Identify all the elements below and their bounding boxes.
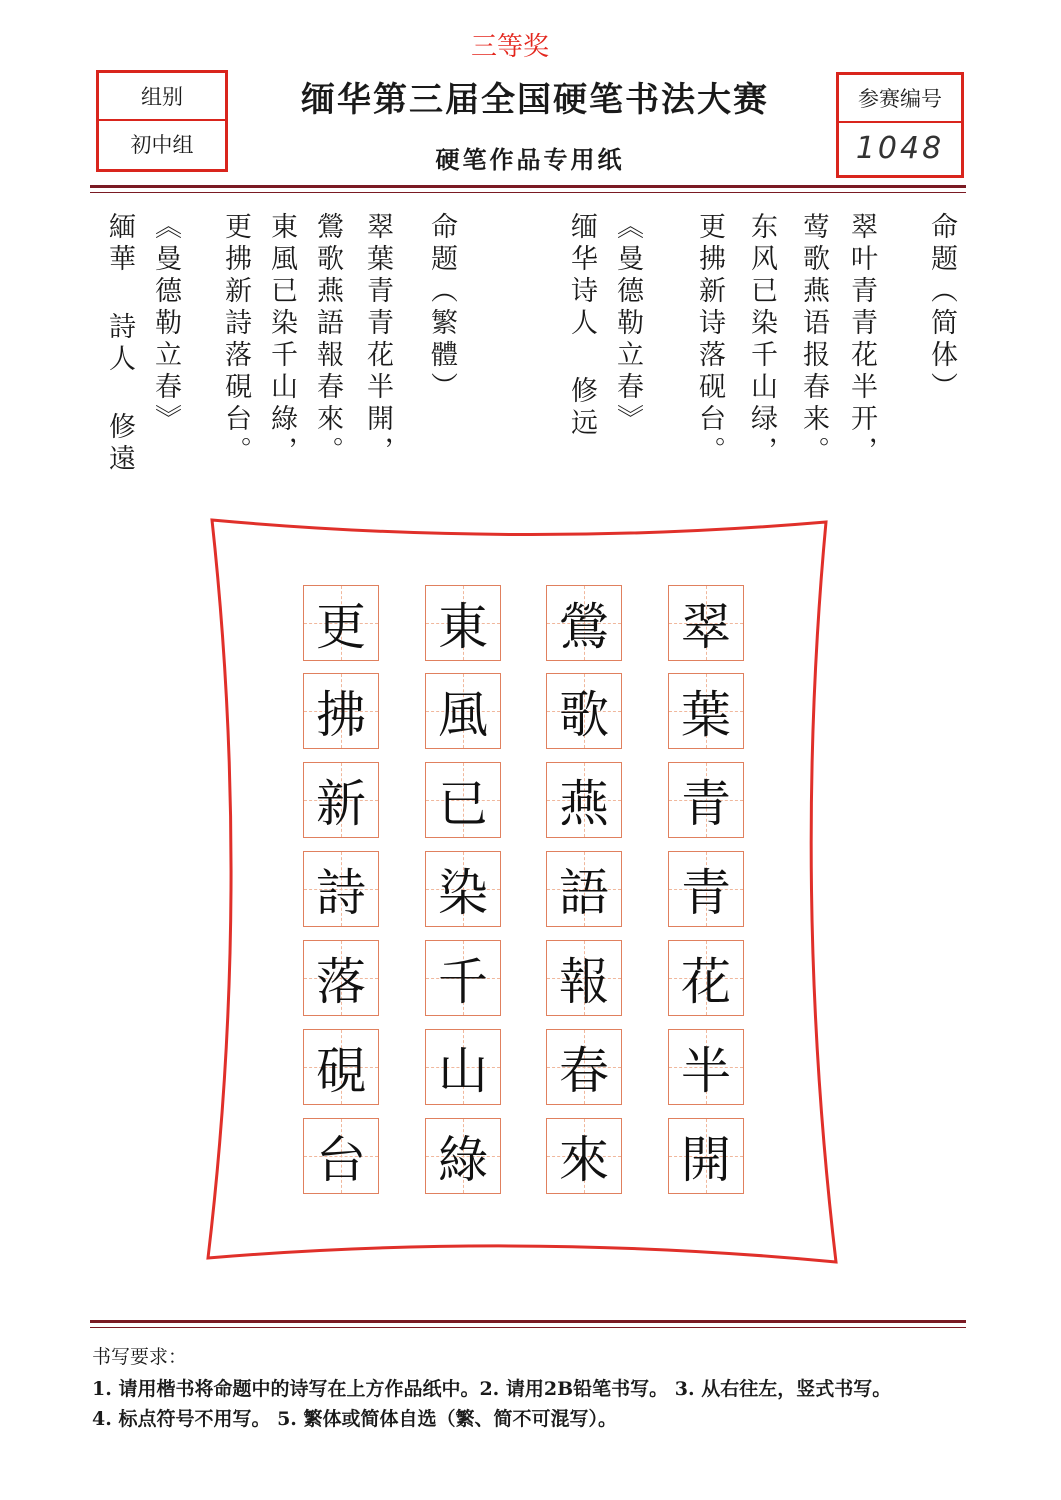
grid-character: 綠 [438,1131,488,1189]
grid-character: 葉 [681,686,731,744]
grid-character: 千 [438,953,488,1011]
simplified-line-4: 更拂新诗落砚台。 [694,212,725,468]
grid-cell [303,940,379,1016]
grid-cell [303,673,379,749]
group-value: 初中组 [99,119,225,167]
grid-cell [668,762,744,838]
traditional-heading: 命题（繁體） [426,212,457,404]
grid-cell [425,762,501,838]
group-label: 组别 [141,85,183,109]
footer-rule-thin [90,1327,966,1328]
grid-character: 鶯 [559,598,609,656]
traditional-line-3: 東風已染千山綠， [266,212,297,468]
traditional-line-1: 翠葉青青花半開， [362,212,393,468]
grid-cell [546,762,622,838]
grid-character: 新 [316,775,366,833]
traditional-poem-title: 《曼德勒立春》 [150,212,181,436]
grid-cell [668,673,744,749]
grid-character: 春 [559,1042,609,1100]
grid-cell [425,1029,501,1105]
grid-character: 染 [438,864,488,922]
simplified-heading: 命题（简体） [926,212,957,404]
traditional-author: 緬華 詩人 修遠 [104,212,135,476]
grid-character: 歌 [559,686,609,744]
grid-cell [303,1029,379,1105]
grid-character: 報 [559,953,609,1011]
grid-cell [303,1118,379,1194]
grid-character: 更 [316,598,366,656]
simplified-author: 缅华诗人 修远 [566,212,597,440]
grid-character: 東 [438,598,488,656]
traditional-line-4: 更拂新詩落硯台。 [220,212,251,468]
grid-cell [546,851,622,927]
entry-id-label: 参赛编号 [839,75,961,123]
grid-character: 來 [559,1131,609,1189]
simplified-line-2: 莺歌燕语报春来。 [798,212,829,468]
grid-character: 已 [438,775,488,833]
grid-cell [303,851,379,927]
grid-character: 開 [681,1131,731,1189]
grid-cell [425,1118,501,1194]
grid-cell [668,1029,744,1105]
grid-character: 翠 [681,598,731,656]
grid-cell [546,940,622,1016]
grid-cell [546,673,622,749]
page-title: 缅华第三届全国硬笔书法大赛 [301,80,769,120]
requirements-title: 书写要求： [92,1346,188,1368]
simplified-line-1: 翠叶青青花半开， [846,212,877,468]
grid-cell [668,585,744,661]
grid-cell [425,851,501,927]
grid-cell [425,673,501,749]
grid-character: 山 [438,1042,488,1100]
simplified-poem-title: 《曼德勒立春》 [612,212,643,436]
grid-character: 燕 [559,775,609,833]
requirements-line-1: 1. 请用楷书将命题中的诗写在上方作品纸中。2. 请用2B铅笔书写。 3. 从右往左，竖式书写。 [92,1378,892,1400]
grid-character: 詩 [316,864,366,922]
grid-cell [303,762,379,838]
grid-cell [425,585,501,661]
grid-character: 風 [438,686,488,744]
grid-character: 台 [316,1131,366,1189]
grid-cell [546,1118,622,1194]
grid-character: 語 [559,864,609,922]
entry-id-value: 1048 [855,130,945,166]
grid-cell [546,585,622,661]
grid-cell [303,585,379,661]
grid-character: 青 [681,864,731,922]
grid-cell [668,851,744,927]
requirements-line-2: 4. 标点符号不用写。 5. 繁体或简体自选（繁、简不可混写）。 [92,1408,618,1430]
grid-cell [546,1029,622,1105]
grid-cell [668,940,744,1016]
grid-cell [425,940,501,1016]
grid-character: 花 [681,953,731,1011]
simplified-line-3: 东风已染千山绿， [746,212,777,468]
traditional-line-2: 鶯歌燕語報春來。 [312,212,343,468]
grid-character: 硯 [316,1042,366,1100]
grid-character: 落 [316,953,366,1011]
footer-rule-thick [90,1320,966,1323]
grid-character: 拂 [316,686,366,744]
grid-character: 半 [681,1042,731,1100]
page-subtitle: 硬笔作品专用纸 [435,145,625,174]
grid-cell [668,1118,744,1194]
award-label: 三等奖 [470,32,549,62]
grid-character: 青 [681,775,731,833]
